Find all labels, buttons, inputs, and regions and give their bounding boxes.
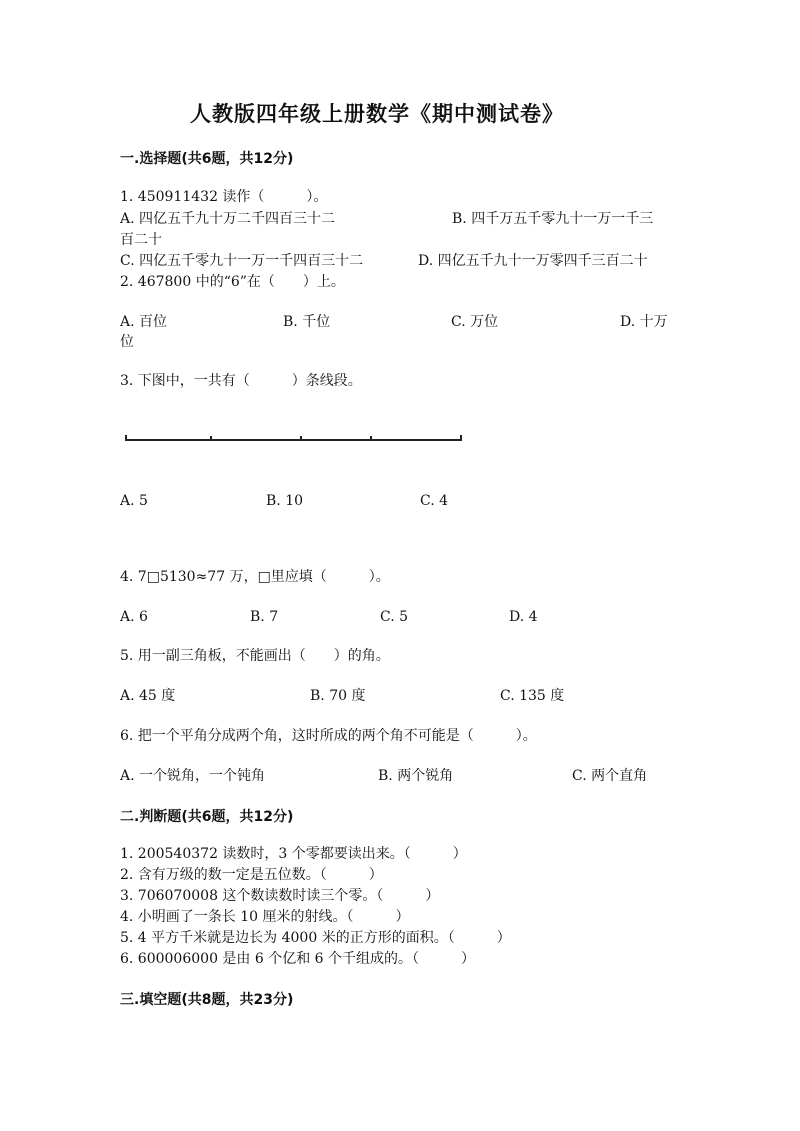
judge-item: 1. 200540372 读数时，3 个零都要读出来。（ ）	[120, 846, 467, 862]
question-6-stem: 6. 把一个平角分成两个角，这时所成的两个角不可能是（ ）。	[120, 728, 537, 744]
question-6-option-b: B. 两个锐角	[378, 768, 454, 784]
question-5-option-c: C. 135 度	[500, 688, 565, 704]
question-1-stem: 1. 450911432 读作（ ）。	[120, 189, 328, 205]
question-2-option-d: D. 十万	[620, 314, 668, 330]
question-1-option-d: D. 四亿五千九十一万零四千三百二十	[418, 253, 648, 269]
question-3-option-c: C. 4	[420, 493, 449, 509]
question-1-option-b-continued: 百二十	[120, 232, 162, 248]
question-4-option-a: A. 6	[120, 609, 148, 625]
question-4-option-b: B. 7	[250, 609, 279, 625]
section-heading-judgement: 二.判断题(共6题，共12分)	[120, 809, 294, 825]
question-2-option-d-continued: 位	[120, 334, 134, 350]
question-5-option-b: B. 70 度	[310, 688, 366, 704]
question-4-option-d: D. 4	[509, 609, 538, 625]
section-heading-fill-in: 三.填空题(共8题，共23分)	[120, 992, 294, 1008]
question-2-stem: 2. 467800 中的“6”在（ ）上。	[120, 274, 345, 290]
question-2-option-b: B. 千位	[283, 314, 331, 330]
page-title: 人教版四年级上册数学《期中测试卷》	[190, 101, 564, 126]
question-1-option-b: B. 四千万五千零九十一万一千三	[452, 211, 654, 227]
question-4-stem: 4. 7□5130≈77 万，□里应填（ ）。	[120, 569, 390, 585]
question-1-option-c: C. 四亿五千零九十一万一千四百三十二	[120, 253, 364, 269]
question-1-option-a: A. 四亿五千九十万二千四百三十二	[120, 211, 336, 227]
question-5-option-a: A. 45 度	[120, 688, 176, 704]
question-2-option-a: A. 百位	[120, 314, 168, 330]
question-5-stem: 5. 用一副三角板，不能画出（ ）的角。	[120, 648, 390, 664]
judge-item: 5. 4 平方千米就是边长为 4000 米的正方形的面积。（ ）	[120, 930, 511, 946]
question-2-option-c: C. 万位	[451, 314, 499, 330]
judge-item: 6. 600006000 是由 6 个亿和 6 个千组成的。（ ）	[120, 951, 476, 967]
section-heading-choice: 一.选择题(共6题，共12分)	[120, 151, 294, 167]
judge-item: 3. 706070008 这个数读数时读三个零。（ ）	[120, 888, 440, 904]
question-3-option-b: B. 10	[266, 493, 304, 509]
question-4-option-c: C. 5	[380, 609, 409, 625]
judge-item: 4. 小明画了一条长 10 厘米的射线。（ ）	[120, 909, 410, 925]
question-6-option-a: A. 一个锐角，一个钝角	[120, 768, 266, 784]
line-segment-figure	[120, 431, 465, 445]
question-6-option-c: C. 两个直角	[572, 768, 648, 784]
question-3-stem: 3. 下图中，一共有（ ）条线段。	[120, 373, 362, 389]
judge-item: 2. 含有万级的数一定是五位数。（ ）	[120, 867, 383, 883]
question-3-option-a: A. 5	[120, 493, 148, 509]
